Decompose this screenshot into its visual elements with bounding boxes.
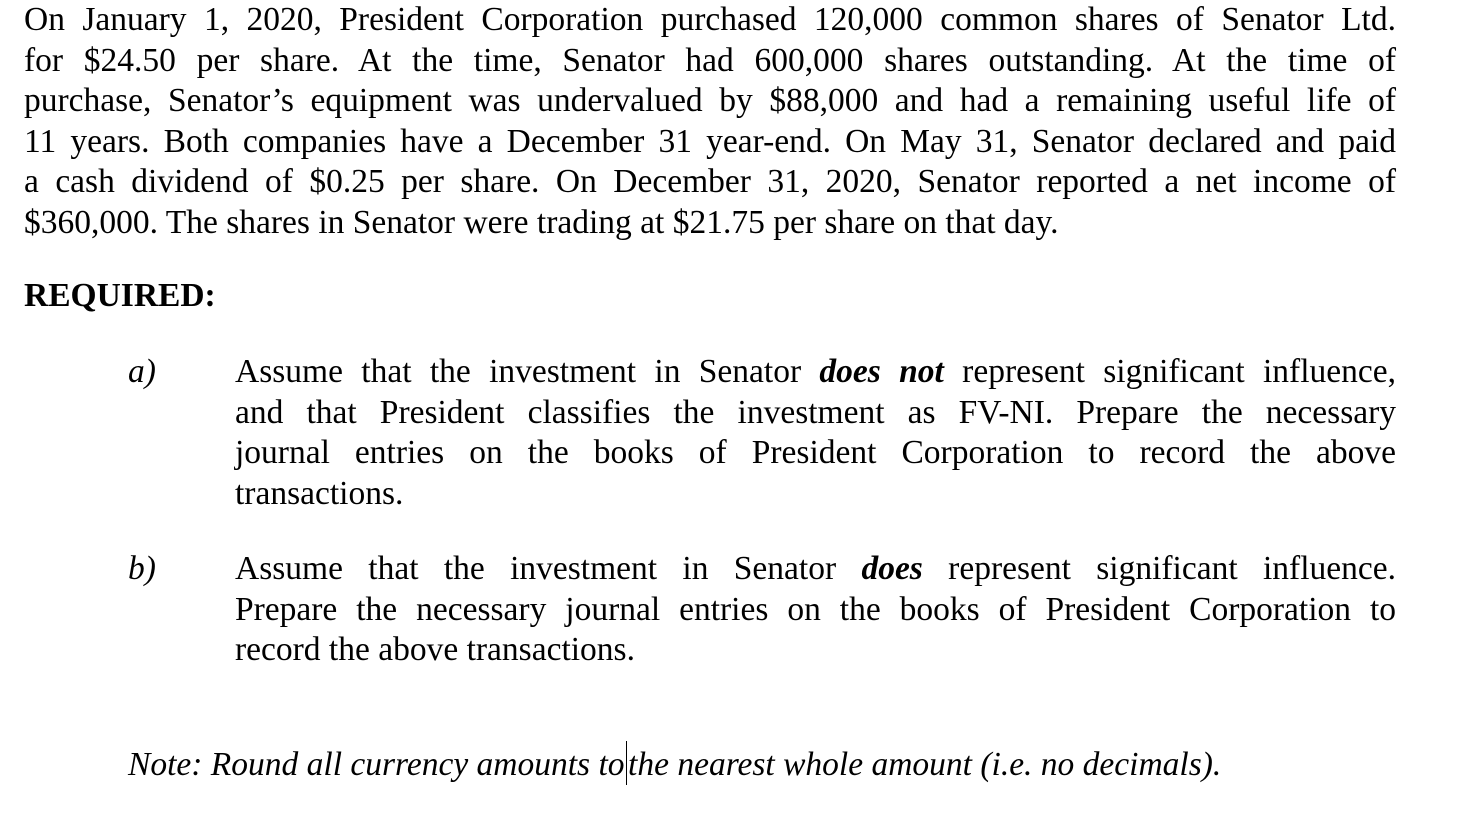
note-text: Note: Round all currency amounts to <box>128 746 625 783</box>
text-cursor <box>626 741 628 785</box>
requirement-line: transactions. <box>235 474 404 512</box>
problem-line: 11 years. Both companies have a December 31 year-end. On May 31, Senator declared and paid <box>24 122 1396 160</box>
requirement-line: Prepare the necessary journal entries on the books of President Corporation to <box>235 590 1396 628</box>
note-text: the nearest whole amount (i.e. no decimals). <box>628 746 1222 783</box>
rounding-note <box>128 741 1221 785</box>
text-segment: represent significant influence, <box>943 353 1396 390</box>
requirement-label: b) <box>128 550 156 587</box>
requirement-text <box>235 549 1396 671</box>
required-heading: REQUIRED: <box>24 277 216 314</box>
requirement-text <box>235 352 1396 514</box>
emphasis-text: does not <box>819 353 944 390</box>
text-segment: represent significant influence. <box>922 550 1396 587</box>
requirement-line <box>235 352 1396 393</box>
emphasis-text: does <box>861 550 923 587</box>
requirement-line: record the above transactions. <box>235 631 635 668</box>
requirement-line: journal entries on the books of President Corporation to record the above <box>235 434 1396 471</box>
requirement-line <box>235 549 1396 590</box>
text-segment: Assume that the investment in Senator <box>235 550 862 587</box>
problem-line: for $24.50 per share. At the time, Senator had 600,000 shares outstanding. At the time of <box>24 41 1396 79</box>
requirement-line: and that President classifies the investment as FV-NI. Prepare the necessary <box>235 393 1396 431</box>
problem-line: a cash dividend of $0.25 per share. On December 31, 2020, Senator reported a net income of <box>24 163 1396 200</box>
problem-line: purchase, Senator’s equipment was undervalued by $88,000 and had a remaining useful life of <box>24 82 1396 119</box>
problem-line: On January 1, 2020, President Corporation purchased 120,000 common shares of Senator Ltd. <box>24 1 1396 38</box>
problem-line: $360,000. The shares in Senator were trading at $21.75 per share on that day. <box>24 203 1059 241</box>
problem-statement <box>24 0 1396 243</box>
text-segment: Assume that the investment in Senator <box>235 353 820 390</box>
requirement-label: a) <box>128 353 156 390</box>
